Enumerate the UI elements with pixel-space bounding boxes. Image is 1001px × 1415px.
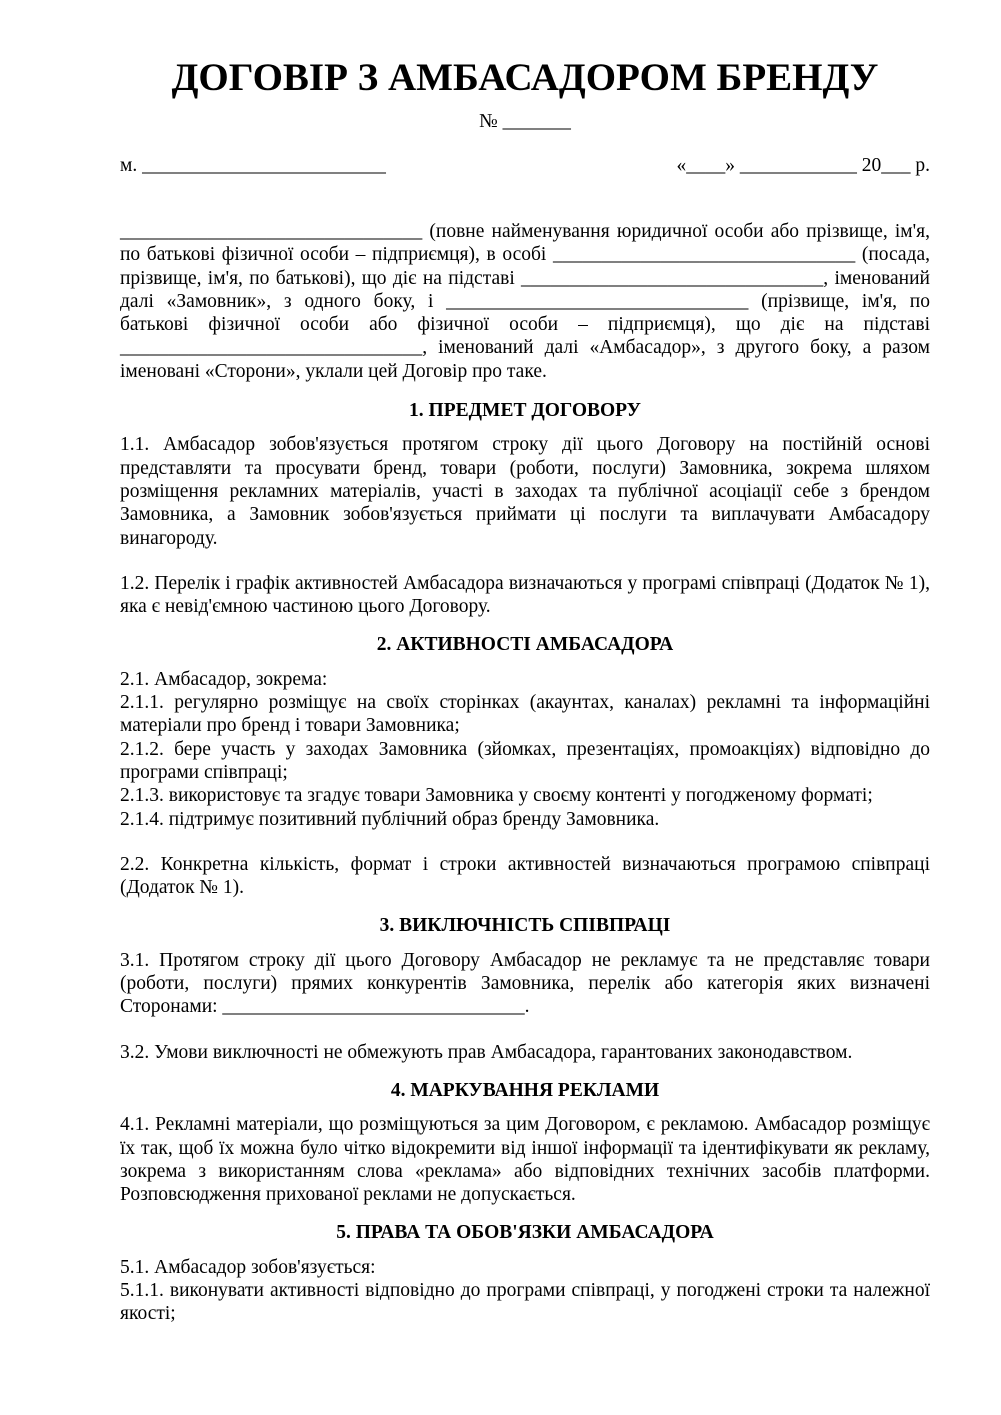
- clause-5-1: 5.1. Амбасадор зобов'язується:: [120, 1256, 376, 1278]
- clause-2-1-3: 2.1.3. використовує та згадує товари Замовника у своєму контенті у погодженому форматі;: [120, 785, 873, 807]
- section-heading-5: 5. ПРАВА ТА ОБОВ'ЯЗКИ АМБАСАДОРА: [336, 1222, 714, 1244]
- clause-2-1-1: 2.1.1. регулярно розміщує на своїх сторінках (акаунтах, каналах) рекламні та інформаційні матеріали про бренд і товари Замовника;: [120, 692, 930, 737]
- section-heading-1: 1. ПРЕДМЕТ ДОГОВОРУ: [409, 400, 641, 422]
- date-field: «____» ____________ 20___ р.: [676, 155, 930, 176]
- clause-2-1-4: 2.1.4. підтримує позитивний публічний образ бренду Замовника.: [120, 808, 660, 830]
- place-date-row: [120, 154, 930, 177]
- clause-1-1: 1.1. Амбасадор зобов'язується протягом строку дії цього Договору на постійній основі представляти та просувати бренд, товари (роботи, послуги) Замовника, зокрема шляхом розміщення рекламних матеріалів, участі в заходах та публічної асоціації себе з брендом Замовника, а Замовник зобов'язується приймати ці послуги та виплачувати Амбасадору винагороду.: [120, 434, 930, 549]
- document-page: [120, 56, 930, 1326]
- clause-1-2: 1.2. Перелік і графік активностей Амбасадора визначаються у програмі співпраці (Додаток № 1), яка є невід'ємною частиною цього Договору.: [120, 572, 930, 618]
- section-heading-3: 3. ВИКЛЮЧНІСТЬ СПІВПРАЦІ: [379, 915, 671, 937]
- section-heading-4: 4. МАРКУВАННЯ РЕКЛАМИ: [390, 1079, 660, 1101]
- contract-number: № _______: [479, 111, 571, 132]
- clause-2-2: 2.2. Конкретна кількість, формат і строки активностей визначаються програмою співпраці (Додаток № 1).: [120, 853, 930, 899]
- clause-3-1: 3.1. Протягом строку дії цього Договору Амбасадор не рекламує та не представляє товари (роботи, послуги) прямих конкурентів Замовника, перелік або категорія яких визначені Сторонами: _______________________________.: [120, 949, 930, 1018]
- parties-paragraph: _______________________________ (повне найменування юридичної особи або прізвище, ім'я, по батькові фізичної особи – підприємця), в особі _______________________________ (посада, прізвище, ім'я, по батькові), що діє на підставі _______________________________, іменований далі «Замовник», з одного боку, і _______________________________ (прізвище, ім'я, по батькові фізичної особи або фізичної особи – підприємця), що діє на підставі _______________________________, іменований далі «Амбасадор», з другого боку, а разом іменовані «Сторони», уклали цей Договір про таке.: [120, 221, 930, 382]
- clause-5-1-1: 5.1.1. виконувати активності відповідно до програми співпраці, у погоджені строки та належної якості;: [120, 1279, 930, 1325]
- section-heading-2: 2. АКТИВНОСТІ АМБАСАДОРА: [376, 634, 674, 656]
- clause-2-1-2: 2.1.2. бере участь у заходах Замовника (зйомках, презентаціях, промоакціях) відповідно до програми співпраці;: [120, 738, 930, 783]
- clause-2-1: 2.1. Амбасадор, зокрема:: [120, 668, 328, 690]
- clause-3-2: 3.2. Умови виключності не обмежують прав Амбасадора, гарантованих законодавством.: [120, 1041, 853, 1063]
- clause-4-1: 4.1. Рекламні матеріали, що розміщуються за цим Договором, є рекламою. Амбасадор розміщує їх так, щоб їх можна було чітко відокремити від іншої інформації та ідентифікувати як рекламу, зокрема з використанням слова «реклама» або відповідних технічних засобів платформи. Розповсюдження прихованої реклами не допускається.: [120, 1114, 930, 1206]
- city-field: м. _________________________: [120, 155, 386, 176]
- document-title: ДОГОВІР З АМБАСАДОРОМ БРЕНДУ: [171, 56, 879, 99]
